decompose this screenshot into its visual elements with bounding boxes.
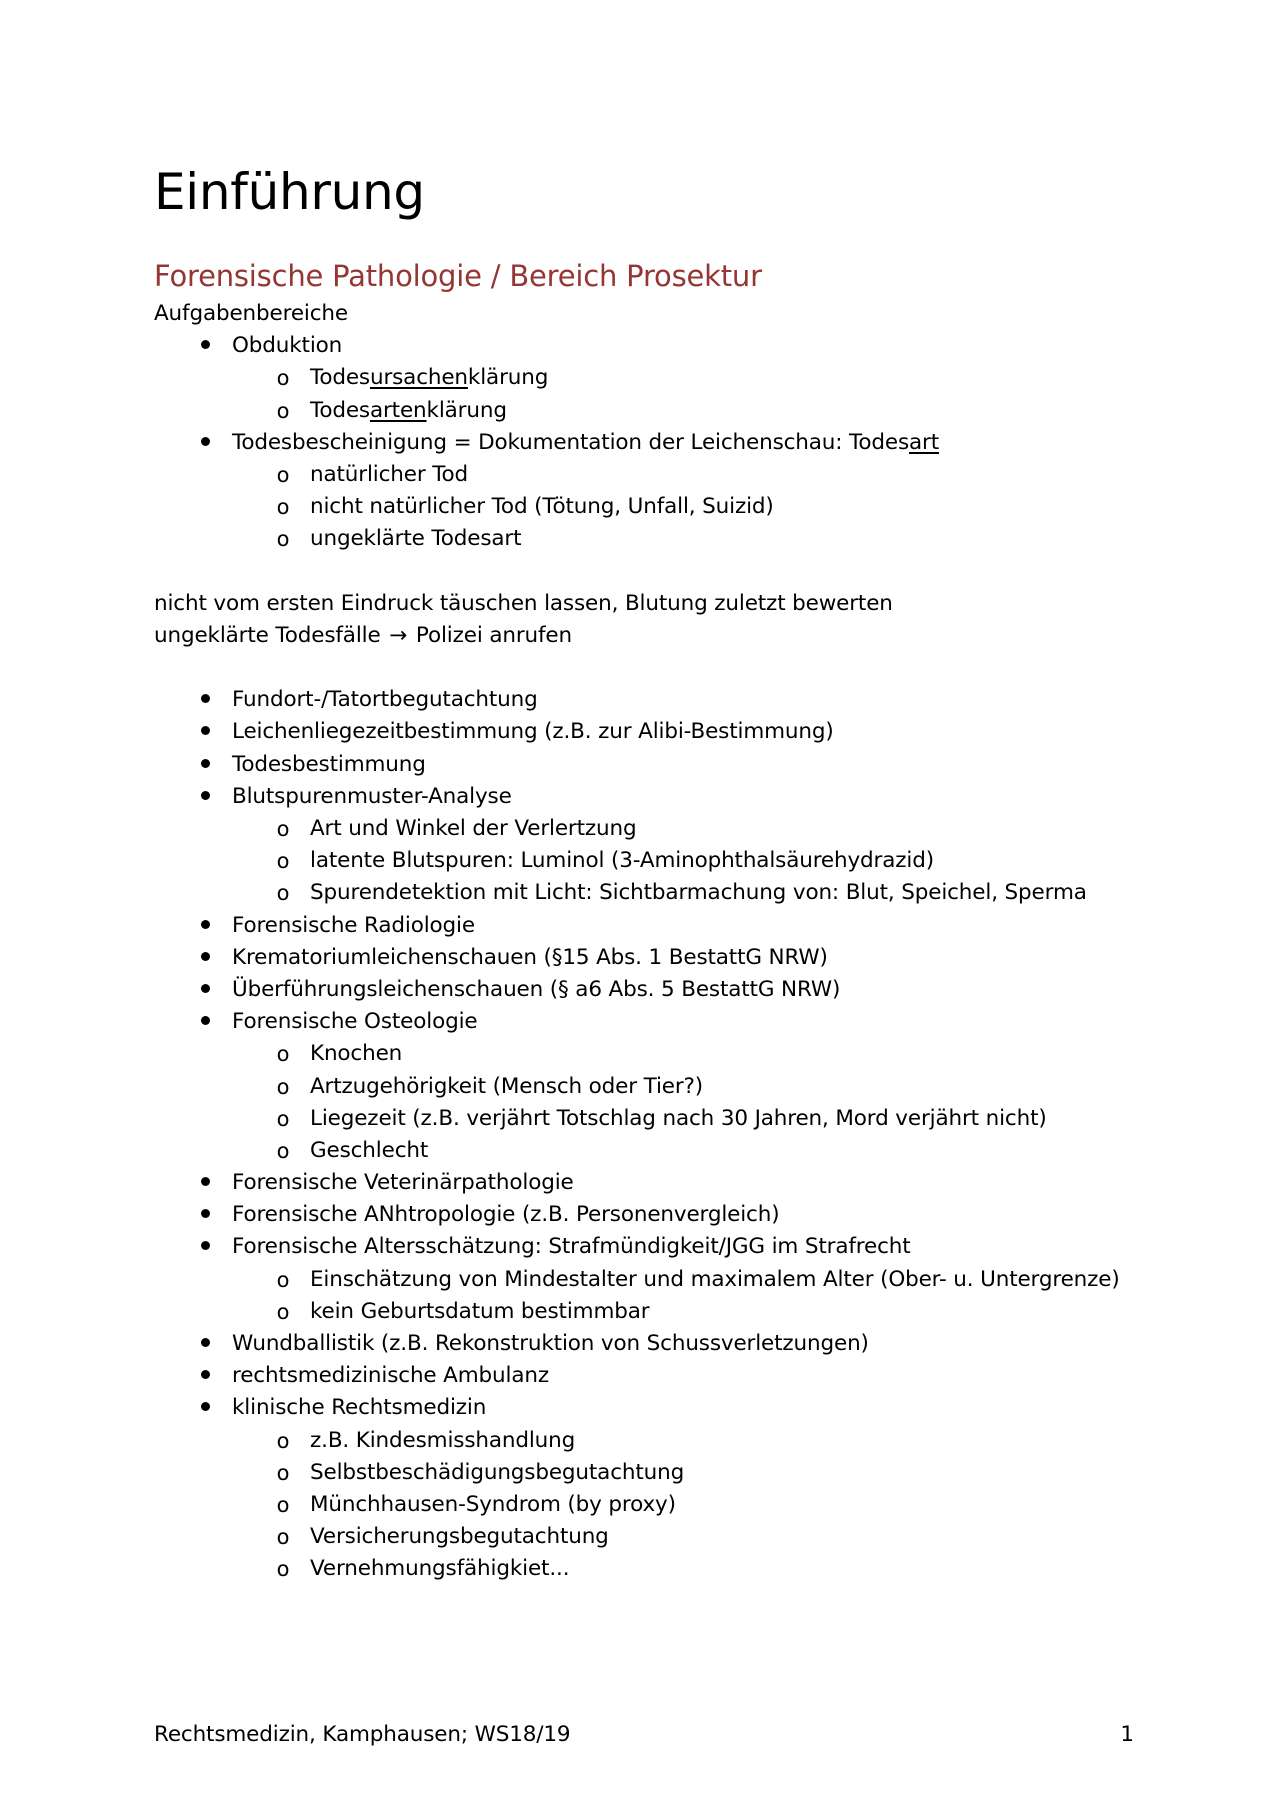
bullet-circle-icon: o bbox=[276, 1492, 290, 1517]
bullet-circle-icon: o bbox=[276, 398, 290, 423]
list-item: Forensische Osteologie bbox=[154, 1006, 1154, 1038]
list-item: Krematoriumleichenschauen (§15 Abs. 1 BestattG NRW) bbox=[154, 942, 1154, 974]
list-subitem: o latente Blutspuren: Luminol (3-Aminophthalsäurehydrazid) bbox=[154, 845, 1154, 877]
bullet-circle-icon: o bbox=[276, 1267, 290, 1292]
bullet-circle-icon: o bbox=[276, 849, 290, 874]
underlined-text: ursachen bbox=[369, 365, 468, 391]
bullet-circle-icon: o bbox=[276, 817, 290, 841]
bullet-disc-icon bbox=[195, 330, 215, 362]
list-subitem: o Knochen bbox=[154, 1038, 1154, 1070]
intro-label: Aufgabenbereiche bbox=[154, 301, 348, 326]
list-item: Fundort-/Tatortbegutachtung bbox=[154, 684, 1154, 716]
bullet-disc-icon bbox=[195, 1360, 215, 1392]
bullet-disc-icon bbox=[195, 1392, 215, 1424]
list-item: rechtsmedizinische Ambulanz bbox=[154, 1360, 1154, 1392]
section-subheading: Forensische Pathologie / Bereich Prosektur bbox=[154, 259, 762, 293]
list-subitem: o Vernehmungsfähigkiet... bbox=[154, 1553, 1154, 1585]
list-item: Todesbestimmung bbox=[154, 749, 1154, 781]
bullet-circle-icon: o bbox=[276, 1042, 290, 1067]
bullet-circle-icon: o bbox=[276, 881, 290, 906]
list-subitem: o Liegezeit (z.B. verjährt Totschlag nach 30 Jahren, Mord verjährt nicht) bbox=[154, 1103, 1154, 1135]
list-subitem: o Spurendetektion mit Licht: Sichtbarmachung von: Blut, Speichel, Sperma bbox=[154, 877, 1154, 909]
list-subitem: o natürlicher Tod bbox=[154, 459, 1154, 491]
bullet-disc-icon bbox=[195, 427, 215, 459]
page-number: 1 bbox=[1120, 1722, 1134, 1747]
list-subitem: o kein Geburtsdatum bestimmbar bbox=[154, 1296, 1154, 1328]
bullet-disc-icon bbox=[195, 1199, 215, 1231]
bullet-disc-icon bbox=[195, 1328, 215, 1360]
bullet-circle-icon: o bbox=[276, 1428, 290, 1453]
bullet-disc-icon bbox=[195, 1167, 215, 1199]
bullet-circle-icon: o bbox=[276, 462, 290, 487]
bullet-disc-icon bbox=[195, 716, 215, 748]
bullet-disc-icon bbox=[195, 942, 215, 974]
note-line: nicht vom ersten Eindruck täuschen lassen, Blutung zuletzt bewerten bbox=[154, 590, 893, 616]
list-item: Wundballistik (z.B. Rekonstruktion von Schussverletzungen) bbox=[154, 1328, 1154, 1360]
list-subitem: o z.B. Kindesmisshandlung bbox=[154, 1425, 1154, 1457]
bullet-disc-icon bbox=[195, 1231, 215, 1263]
bullet-disc-icon bbox=[195, 910, 215, 942]
list-subitem: o ungeklärte Todesart bbox=[154, 523, 1154, 555]
list-subitem: o Versicherungsbegutachtung bbox=[154, 1521, 1154, 1553]
bullet-circle-icon: o bbox=[276, 527, 290, 552]
list-item: Forensische Radiologie bbox=[154, 910, 1154, 942]
list-subitem: o nicht natürlicher Tod (Tötung, Unfall, Suizid) bbox=[154, 491, 1154, 523]
bullet-circle-icon: o bbox=[276, 495, 290, 520]
list-subitem: o Münchhausen-Syndrom (by proxy) bbox=[154, 1489, 1154, 1521]
page-title: Einführung bbox=[154, 163, 425, 221]
list-item: Forensische Altersschätzung: Strafmündigkeit/JGG im Strafrecht bbox=[154, 1231, 1154, 1263]
bullet-circle-icon: o bbox=[276, 1557, 290, 1582]
bullet-circle-icon: o bbox=[276, 366, 290, 391]
list-item: Obduktion bbox=[154, 330, 1154, 362]
bullet-circle-icon: o bbox=[276, 1525, 290, 1550]
list-subitem: o Geschlecht bbox=[154, 1135, 1154, 1167]
list-item: Leichenliegezeitbestimmung (z.B. zur Alibi-Bestimmung) bbox=[154, 716, 1154, 748]
list-subitem: o Art und Winkel der Verlertzung bbox=[154, 813, 1154, 845]
bullet-disc-icon bbox=[195, 749, 215, 781]
list-item: Forensische Veterinärpathologie bbox=[154, 1167, 1154, 1199]
spacer bbox=[154, 556, 1154, 588]
list-item: Todesbescheinigung = Dokumentation der Leichenschau: Todesart bbox=[154, 427, 1154, 459]
list-item: Blutspurenmuster-Analyse bbox=[154, 781, 1154, 813]
document-body bbox=[154, 298, 1154, 1586]
bullet-disc-icon bbox=[195, 781, 215, 813]
list-subitem: o Artzugehörigkeit (Mensch oder Tier?) bbox=[154, 1071, 1154, 1103]
list-subitem: o Todesartenklärung bbox=[154, 395, 1154, 427]
list-subitem: o Selbstbeschädigungsbegutachtung bbox=[154, 1457, 1154, 1489]
bullet-disc-icon bbox=[195, 684, 215, 716]
underlined-text: arten bbox=[369, 397, 427, 423]
footer-course-info: Rechtsmedizin, Kamphausen; WS18/19 bbox=[154, 1722, 571, 1747]
arrow-right-icon: → bbox=[389, 622, 408, 648]
list-subitem: o Todesursachenklärung bbox=[154, 362, 1154, 394]
bullet-circle-icon: o bbox=[276, 1460, 290, 1485]
list-item: Forensische ANhtropologie (z.B. Personenvergleich) bbox=[154, 1199, 1154, 1231]
bullet-circle-icon: o bbox=[276, 1106, 290, 1131]
note-line: ungeklärte Todesfälle → Polizei anrufen bbox=[154, 620, 1154, 652]
underlined-text: art bbox=[909, 429, 940, 455]
bullet-disc-icon bbox=[195, 1006, 215, 1038]
bullet-circle-icon: o bbox=[276, 1074, 290, 1099]
list-subitem: o Einschätzung von Mindestalter und maximalem Alter (Ober- u. Untergrenze) bbox=[154, 1264, 1154, 1296]
bullet-circle-icon: o bbox=[276, 1138, 290, 1163]
list-item: klinische Rechtsmedizin bbox=[154, 1392, 1154, 1424]
bullet-circle-icon: o bbox=[276, 1299, 290, 1324]
list-item: Überführungsleichenschauen (§ a6 Abs. 5 BestattG NRW) bbox=[154, 974, 1154, 1006]
bullet-disc-icon bbox=[195, 974, 215, 1006]
spacer bbox=[154, 652, 1154, 684]
